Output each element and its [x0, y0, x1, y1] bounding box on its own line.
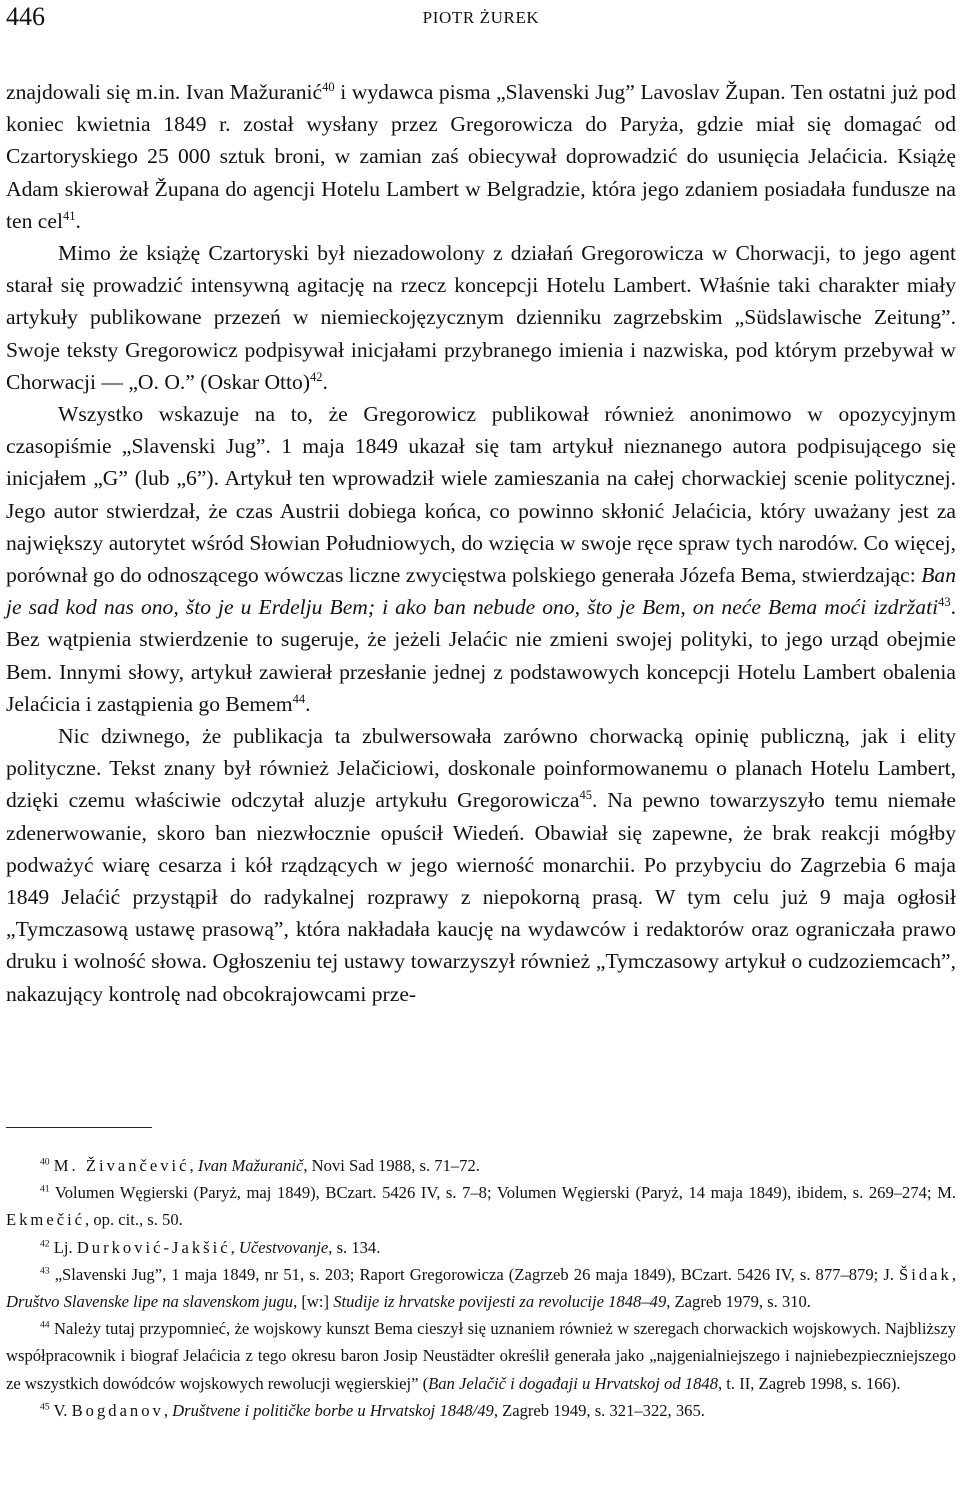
- footnote: $^{42}$ Lj. Durković-Jakšić, Učestvovanje, s. 134.: [40, 1237, 381, 1257]
- footnote-ref: 41: [62, 208, 76, 223]
- footnote-separator: [6, 1127, 152, 1128]
- footnote: $^{44}$ Należy tutaj przypomnieć, że wojskowy kunszt Bema cieszył się uznaniem również w szeregach chorwackich wojskowych. Najbliższy współpracownik i biograf Jelaćicia z tego okresu baron Josip Neustädter określił generała jako „najgenialniejszego i najniebezpieczniejszego ze wszystkich dowódców wojskowych rewolucji węgierskiej” (Ban Jelačič i događaji u Hrvatskoj od 1848, t. II, Zagreb 1998, s. 166).: [6, 1319, 956, 1393]
- page-header: [6, 2, 956, 34]
- footnote-number: 41: [40, 1183, 50, 1195]
- author-name: Ekmečić: [6, 1210, 86, 1230]
- work-title: Društvene i političke borbe u Hrvatskoj 1848/49: [172, 1400, 494, 1420]
- footnotes: [6, 1152, 956, 1424]
- quotation: Ban je sad kod nas ono, što je u Erdelju Bem; i ako ban nebude ono, što je Bem, on neće Bema moći izdržati: [6, 563, 956, 620]
- footnote-ref: 44: [292, 691, 306, 706]
- work-title: Studije iz hrvatske povijesti za revolucije 1848–49: [333, 1292, 667, 1312]
- footnote-ref: 40: [322, 79, 335, 94]
- footnote-ref: 43: [938, 595, 951, 610]
- author-name: Durković-Jakšić: [76, 1237, 231, 1257]
- footnote: $^{45}$ V. Bogdanov, Društvene i političke borbe u Hrvatskoj 1848/49, Zagreb 1949, s. 321–322, 365.: [40, 1400, 705, 1420]
- author-name: Bogdanov: [71, 1400, 164, 1420]
- footnote: $^{43}$ „Slavenski Jug”, 1 maja 1849, nr 51, s. 203; Raport Gregorowicza (Zagrzeb 26 maja 1849), BCzart. 5426 IV, s. 877–879; J. Šidak, Društvo Slavenske lipe na slavenskom jugu, [w:] Studije iz hrvatske povijesti za revolucije 1848–49, Zagreb 1979, s. 310.: [6, 1264, 956, 1312]
- work-title: Ivan Mažuranič: [197, 1156, 304, 1175]
- footnote: $^{40}$ M. Živančević, Ivan Mažuranič, Novi Sad 1988, s. 71–72.: [40, 1156, 480, 1175]
- author-name: Šidak: [899, 1264, 952, 1284]
- footnote-number: 40: [40, 1156, 50, 1168]
- footnote-ref: 42: [310, 369, 323, 384]
- paragraph: Nic dziwnego, że publikacja ta zbulwersowała zarówno chorwacką opinię publiczną, jak i elity polityczne. Tekst znany był również Jelačiciowi, doskonale poinformowanemu o planach Hotelu Lambert, dzięki czemu właściwie odczytał aluzje artykułu Gregorowicza$^{45}$. Na pewno towarzyszyło temu niemałe zdenerwowanie, skoro ban niezwłocznie opuścił Wiedeń. Obawiał się zapewne, że brak reakcji mógłby podważyć wiarę cesarza i kół rządzących w jego wierność monarchii. Po przybyciu do Zagrzebia 6 maja 1849 Jelaćić przystąpił do radykalnej rozprawy z niepokorną prasą. W tym celu już 9 maja ogłosił „Tymczasową ustawę prasową”, która nakładała kaucję na wydawców i redaktorów oraz ograniczała prawo druku i wolność słowa. Ogłoszeniu tej ustawy towarzyszył również „Tymczasowy artykuł o cudzoziemcach”, nakazujący kontrolę nad obcokrajowcami prze-: [6, 724, 956, 1006]
- footnote: $^{41}$ Volumen Węgierski (Paryż, maj 1849), BCzart. 5426 IV, s. 7–8; Volumen Węgierski (Paryż, 14 maja 1849), ibidem, s. 269–274; M. Ekmečić, op. cit., s. 50.: [6, 1183, 956, 1230]
- author-name: M. Živančević: [53, 1156, 190, 1175]
- paragraph: znajdowali się m.in. Ivan Mažuranić$^{40}$ i wydawca pisma „Slavenski Jug” Lavoslav Župan. Ten ostatni już pod koniec kwietnia 1849 r. został wysłany przez Gregorowicza do Paryża, gdzie miał się domagać od Czartoryskiego 25 000 sztuk broni, w zamian zaś obiecywał doprowadzić do usunięcia Jelaćicia. Książę Adam skierował Župana do agencji Hotelu Lambert w Belgradzie, która jego zdaniem posiadała fundusze na ten cel$^{41}$.: [6, 79, 956, 233]
- page-number: 446: [6, 2, 45, 31]
- paragraph: Wszystko wskazuje na to, że Gregorowicz publikował również anonimowo w opozycyjnym czasopiśmie „Slavenski Jug”. 1 maja 1849 ukazał się tam artykuł nieznanego autora podpisującego się inicjałem „G” (lub „6”). Artykuł ten wprowadził wiele zamieszania na całej chorwackiej scenie politycznej. Jego autor stwierdzał, że czas Austrii dobiega końca, co powinno skłonić Jelaćicia, który uważany jest za największy autorytet wśród Słowian Południowych, do wzięcia w swoje ręce spraw tych narodów. Co więcej, porównał go do odnoszącego wówczas liczne zwycięstwa polskiego generała Józefa Bema, stwierdzając: Ban je sad kod nas ono, što je u Erdelju Bem; i ako ban nebude ono, što je Bem, on neće Bema moći izdržati$^{43}$. Bez wątpienia stwierdzenie to sugeruje, że jeżeli Jelaćic nie zmieni swojej polityki, to jego urząd obejmie Bem. Innymi słowy, artykuł zawierał przesłanie jednej z podstawowych koncepcji Hotelu Lambert obalenia Jelaćicia i zastąpienia go Bemem$^{44}$.: [6, 402, 956, 716]
- footnote-number: 45: [40, 1401, 50, 1413]
- paragraph: Mimo że książę Czartoryski był niezadowolony z działań Gregorowicza w Chorwacji, to jego agent starał się prowadzić intensywną agitację na rzecz koncepcji Hotelu Lambert. Właśnie taki charakter miały artykuły publikowane przezeń w niemieckojęzycznym dzienniku zagrzebskim „Südslawische Zeitung”. Swoje teksty Gregorowicz podpisywał inicjałami przybranego imienia i nazwiska, pod którym przebywał w Chorwacji — „O. O.” (Oskar Otto)$^{42}$.: [6, 241, 956, 394]
- footnote-number: 44: [40, 1319, 50, 1331]
- footnote-number: 42: [40, 1238, 50, 1250]
- footnote-ref: 45: [579, 788, 592, 803]
- work-title: Društvo Slavenske lipe na slavenskom jugu: [6, 1292, 294, 1312]
- work-title: Učestvovanje: [238, 1237, 329, 1257]
- running-head: PIOTR ŻUREK: [422, 8, 540, 27]
- work-title: Ban Jelačič i događaji u Hrvatskoj od 1848: [428, 1373, 718, 1393]
- body-text: [6, 76, 956, 1010]
- footnote-number: 43: [40, 1265, 50, 1277]
